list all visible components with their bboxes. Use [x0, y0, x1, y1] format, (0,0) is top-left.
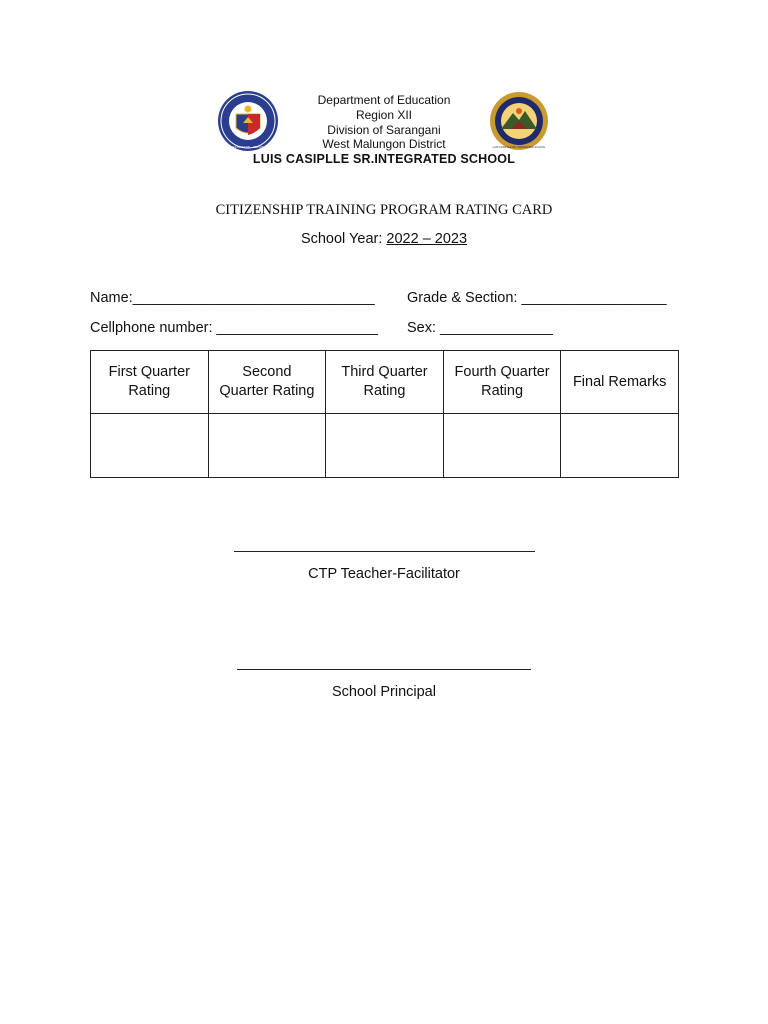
cell-first-quarter[interactable]: [91, 414, 209, 478]
cell-final-remarks[interactable]: [561, 414, 679, 478]
sex-field[interactable]: Sex: ______________: [407, 320, 553, 336]
header-fourth-quarter: Fourth Quarter Rating: [443, 351, 561, 414]
grade-section-field[interactable]: Grade & Section: __________________: [407, 290, 667, 306]
header-line-division: Division of Sarangani: [327, 123, 441, 137]
table-row: [91, 414, 679, 478]
principal-signature-line[interactable]: [237, 669, 531, 670]
header-first-quarter: First Quarter Rating: [91, 351, 209, 414]
school-year-value: 2022 – 2023: [386, 231, 468, 247]
school-name: LUIS CASIPLLE SR.INTEGRATED SCHOOL: [252, 152, 516, 166]
header-second-quarter: Second Quarter Rating: [208, 351, 326, 414]
table-header-row: [91, 351, 679, 414]
principal-signature-label: School Principal: [332, 684, 436, 700]
name-field[interactable]: Name:______________________________: [90, 290, 375, 306]
cell-fourth-quarter[interactable]: [443, 414, 561, 478]
header-line-region: Region XII: [355, 108, 413, 122]
header-third-quarter: Third Quarter Rating: [326, 351, 444, 414]
header-final-remarks: Final Remarks: [561, 351, 679, 414]
school-year: [0, 231, 768, 247]
cellphone-field[interactable]: Cellphone number: ____________________: [90, 320, 378, 336]
school-seal-text: LUIS CASIPLLE SR. INTEGRATED SCHOOL: [492, 146, 546, 149]
header-line-deped: Department of Education: [317, 93, 451, 107]
rating-table: [90, 350, 679, 478]
teacher-signature-line[interactable]: [234, 551, 535, 552]
header-line-district: West Malungon District: [322, 137, 446, 151]
cell-second-quarter[interactable]: [208, 414, 326, 478]
school-year-label: School Year:: [300, 231, 387, 247]
document-title: CITIZENSHIP TRAINING PROGRAM RATING CARD: [215, 202, 553, 218]
teacher-signature-label: CTP Teacher-Facilitator: [308, 566, 460, 582]
cell-third-quarter[interactable]: [326, 414, 444, 478]
deped-seal-text: KAGAWARAN NG EDUKASYON · REPUBLIKA NG PILIPINAS: [205, 145, 291, 149]
